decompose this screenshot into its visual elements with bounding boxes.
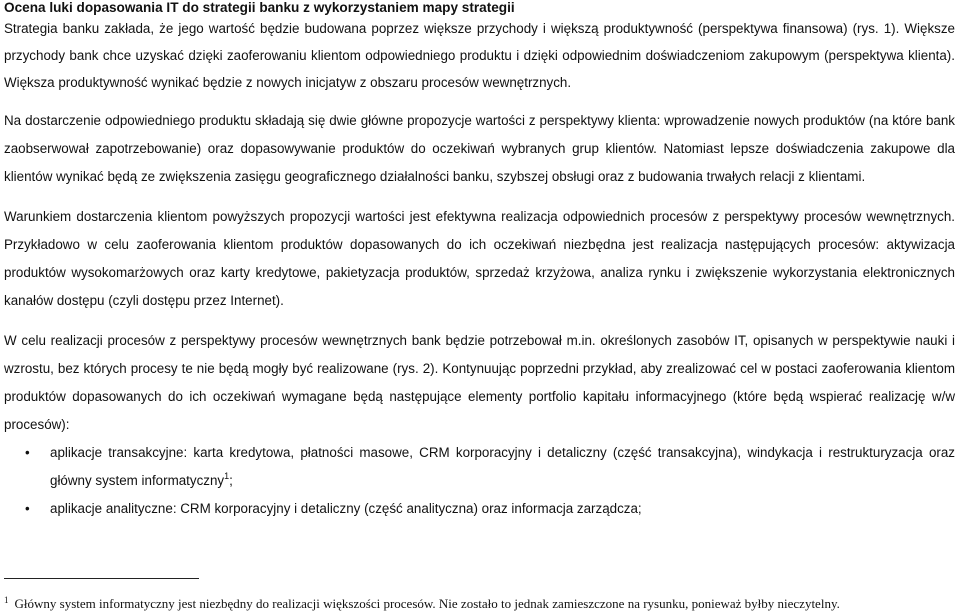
list-item-punctuation: ; [229, 473, 233, 488]
paragraph-spacer [4, 191, 955, 203]
paragraph-strategy: Strategia banku zakłada, że jego wartość będzie budowana poprzez większe przychody i większą produktywność (perspektywa finansowa) (rys. 1). Większe przychody bank chce uzyskać dzięki zaoferowaniu klientom odpowiedniego produktu i dzięki odpowiednim doświadczeniom zakupowym (perspektywa klienta). Większa produktywność wynikać będzie z nowych inicjatyw z obszaru procesów wewnętrznych. [4, 21, 955, 90]
paragraph-value-propositions: Na dostarczenie odpowiedniego produktu składają się dwie główne propozycje wartości z perspektywy klienta: wprowadzenie nowych produktów (na które bank zaobserwował zapotrzebowanie) oraz dopasowywanie produktów do oczekiwań wybranych grup klientów. Natomiast lepsze doświadczenia zakupowe dla klientów wynikać będą ze zwiększenia zasięgu geograficznego działalności banku, szybszej obsługi oraz z budowania trwałych relacji z klientami. [4, 113, 955, 184]
footnote [4, 596, 840, 612]
paragraph-spacer [4, 315, 955, 327]
bullet-icon: • [25, 445, 30, 460]
footnote-separator [4, 578, 199, 579]
list-item-text: aplikacje analityczne: CRM korporacyjny i detaliczny (część analityczna) oraz informacja zarządcza; [50, 501, 642, 516]
bullet-list [4, 439, 955, 523]
footnote-marker: 1 [4, 595, 9, 605]
paragraph-internal-processes: Warunkiem dostarczenia klientom powyższych propozycji wartości jest efektywna realizacja odpowiednich procesów z perspektywy procesów wewnętrznych. Przykładowo w celu zaoferowania klientom produktów dopasowanych do ich oczekiwań niezbędna jest realizacja następujących procesów: aktywizacja produktów wysokomarżowych oraz karty kredytowe, pakietyzacja produktów, sprzedaż krzyżowa, analiza rynku i zwiększenie wykorzystania elektronicznych kanałów dostępu (czyli dostępu przez Internet). [4, 209, 955, 308]
section-heading: Ocena luki dopasowania IT do strategii banku z wykorzystaniem mapy strategii [4, 0, 515, 15]
document-page [4, 0, 955, 523]
list-item [4, 439, 955, 495]
footnote-reference[interactable]: 1 [224, 471, 230, 481]
list-item [4, 495, 955, 523]
paragraph-it-resources: W celu realizacji procesów z perspektywy procesów wewnętrznych bank będzie potrzebował m.in. określonych zasobów IT, opisanych w perspektywie nauki i wzrostu, bez których procesy te nie będą mogły być realizowane (rys. 2). Kontynuując poprzedni przykład, aby zrealizować cel w postaci zaoferowania klientom produktów dopasowanych do ich oczekiwań wymagane będą następujące elementy portfolio kapitału informacyjnego (które będą wspierać realizację w/w procesów): [4, 333, 955, 432]
paragraph-spacer [4, 96, 955, 107]
list-item-text: aplikacje transakcyjne: karta kredytowa, płatności masowe, CRM korporacyjny i detaliczny (część transakcyjna), windykacja i restrukturyzacja oraz główny system informatyczny [50, 445, 955, 488]
bullet-icon: • [25, 501, 30, 516]
footnote-text: Główny system informatyczny jest niezbędny do realizacji większości procesów. Nie zostało to jednak zamieszczone na rysunku, ponieważ byłby nieczytelny. [14, 596, 840, 611]
